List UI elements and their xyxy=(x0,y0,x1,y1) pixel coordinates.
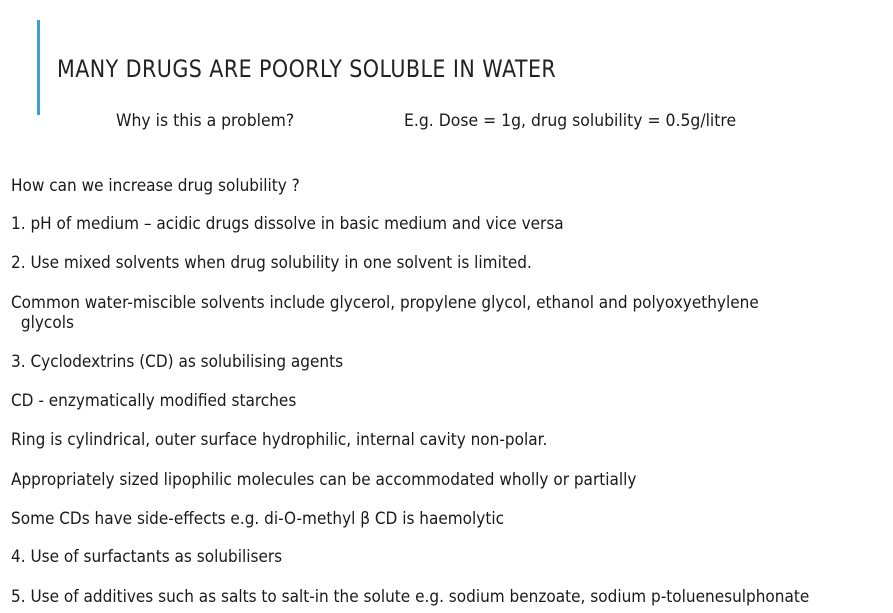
body-line-mixed-solvents: 2. Use mixed solvents when drug solubility in one solvent is limited. xyxy=(11,253,532,273)
body-line-additives: 5. Use of additives such as salts to salt-in the solute e.g. sodium benzoate, sodium p-toluenesulphonate xyxy=(11,587,810,607)
body-line-lipophilic: Appropriately sized lipophilic molecules can be accommodated wholly or partially xyxy=(11,470,637,490)
body-line-cd-starches: CD - enzymatically modified starches xyxy=(11,391,297,411)
slide-title: MANY DRUGS ARE POORLY SOLUBLE IN WATER xyxy=(57,55,557,83)
body-line-common-solvents: Common water-miscible solvents include glycerol, propylene glycol, ethanol and polyoxyethylene xyxy=(11,293,759,313)
body-line-surfactants: 4. Use of surfactants as solubilisers xyxy=(11,547,283,567)
title-accent-bar xyxy=(37,20,40,115)
dose-example: E.g. Dose = 1g, drug solubility = 0.5g/litre xyxy=(404,111,737,131)
body-line-question: How can we increase drug solubility ? xyxy=(11,176,300,196)
body-line-cyclodextrins: 3. Cyclodextrins (CD) as solubilising agents xyxy=(11,352,344,372)
problem-question: Why is this a problem? xyxy=(116,111,295,131)
body-line-ring: Ring is cylindrical, outer surface hydrophilic, internal cavity non-polar. xyxy=(11,430,548,450)
body-line-side-effects: Some CDs have side-effects e.g. di-O-methyl β CD is haemolytic xyxy=(11,509,505,529)
body-line-common-solvents-cont: glycols xyxy=(20,313,74,333)
body-line-ph: 1. pH of medium – acidic drugs dissolve in basic medium and vice versa xyxy=(11,214,564,234)
